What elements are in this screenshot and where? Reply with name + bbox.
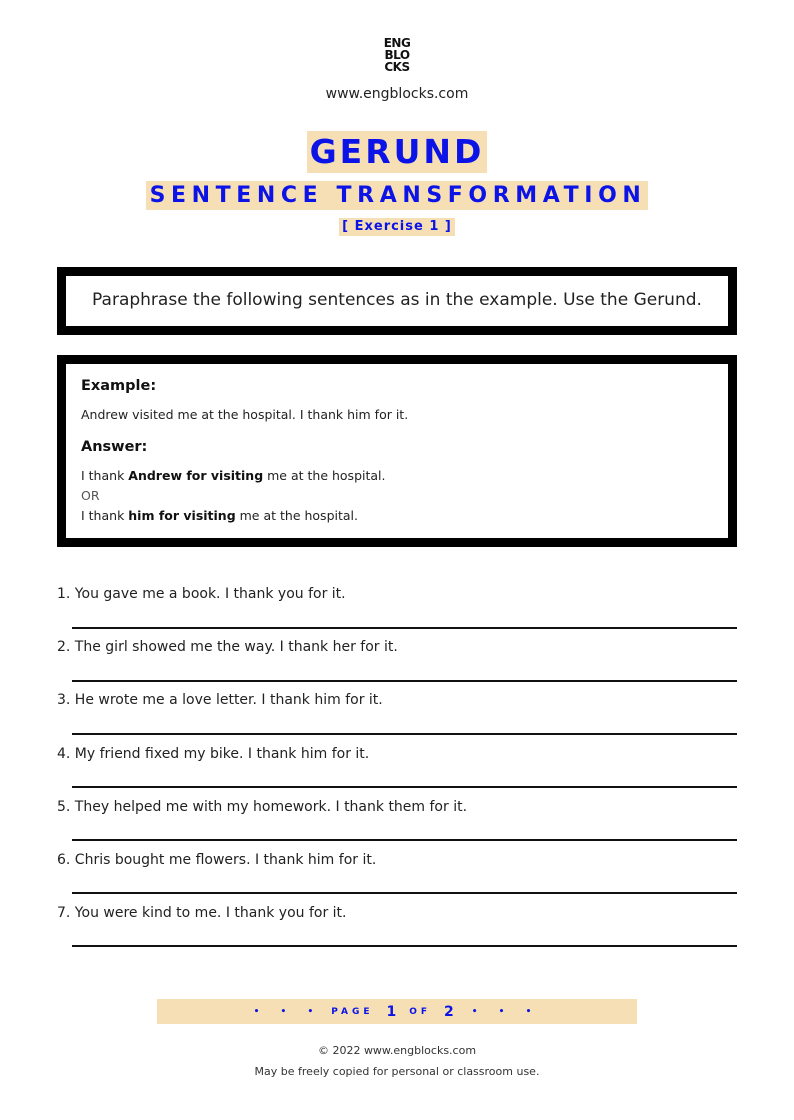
answer-heading: Answer:: [81, 439, 148, 455]
pager-total: 2: [444, 1003, 454, 1020]
page-indicator: [157, 999, 637, 1024]
question-3: 3. He wrote me a love letter. I thank him for it.: [57, 692, 383, 708]
pager-dots: • • •: [253, 1006, 323, 1017]
question-5: 5. They helped me with my homework. I thank them for it.: [57, 799, 468, 815]
engblocks-logo: [0, 37, 794, 73]
question-1: 1. You gave me a book. I thank you for it.: [57, 586, 346, 602]
answer-line[interactable]: [72, 839, 737, 841]
answer-line[interactable]: [72, 680, 737, 682]
footer-license: May be freely copied for personal or classroom use.: [254, 1065, 540, 1078]
answer-line[interactable]: [72, 945, 737, 947]
answer-line[interactable]: [72, 627, 737, 629]
page-title: GERUND: [307, 131, 488, 173]
question-2: 2. The girl showed me the way. I thank her for it.: [57, 639, 398, 655]
logo-line: ENG: [383, 36, 411, 50]
answer-line[interactable]: [72, 892, 737, 894]
question-6: 6. Chris bought me flowers. I thank him for it.: [57, 852, 377, 868]
answer-or: OR: [81, 488, 100, 503]
answer-highlight: Andrew for visiting: [128, 468, 264, 483]
answer-highlight: him for visiting: [128, 508, 236, 523]
example-sentence: Andrew visited me at the hospital. I thank him for it.: [81, 407, 409, 422]
example-heading: Example:: [81, 378, 157, 394]
exercise-label: [ Exercise 1 ]: [339, 218, 455, 236]
page-subtitle: SENTENCE TRANSFORMATION: [146, 181, 649, 210]
question-4: 4. My friend fixed my bike. I thank him for it.: [57, 746, 370, 762]
answer-line-2: I thank him for visiting me at the hospital.: [81, 508, 358, 523]
logo-line: CKS: [384, 60, 410, 74]
answer-line[interactable]: [72, 786, 737, 788]
pager-page-word: PAGE: [331, 1006, 374, 1017]
footer-copyright: © 2022 www.engblocks.com: [317, 1044, 477, 1057]
pager-dots: • • •: [471, 1006, 541, 1017]
logo-line: BLO: [384, 48, 410, 62]
answer-line-1: I thank Andrew for visiting me at the hospital.: [81, 468, 386, 483]
instruction-text: Paraphrase the following sentences as in the example. Use the Gerund.: [92, 290, 702, 310]
pager-current: 1: [386, 1003, 397, 1020]
question-7: 7. You were kind to me. I thank you for it.: [57, 905, 347, 921]
answer-line[interactable]: [72, 733, 737, 735]
example-box: [57, 355, 737, 547]
site-url[interactable]: www.engblocks.com: [325, 86, 469, 102]
instruction-box: [57, 267, 737, 335]
pager-of-word: OF: [409, 1006, 432, 1017]
